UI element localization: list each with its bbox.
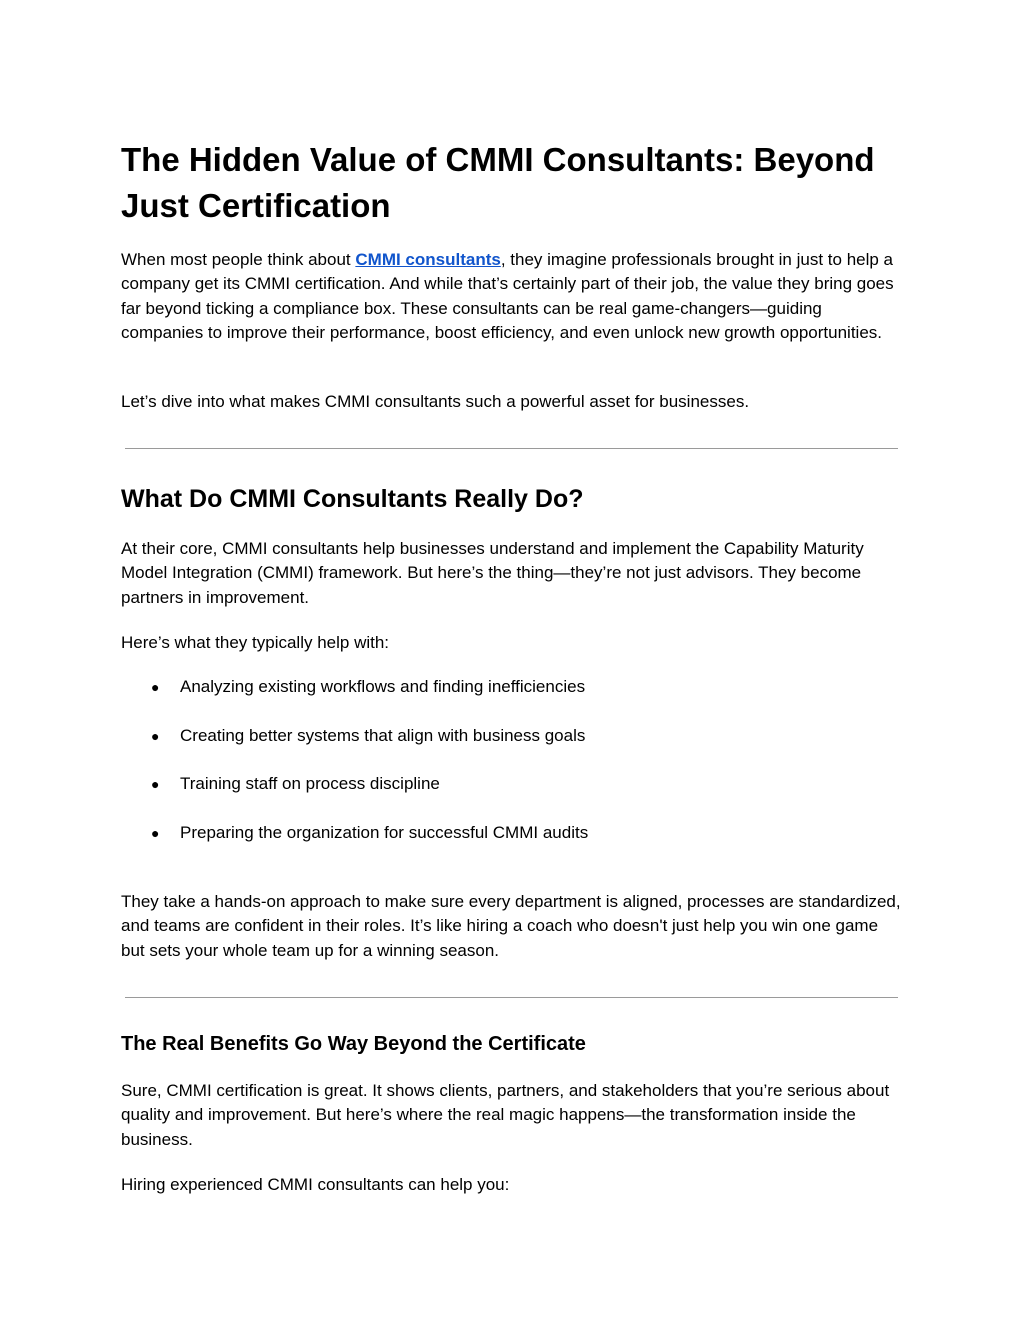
article-title: The Hidden Value of CMMI Consultants: Beyond Just Certification — [121, 141, 875, 224]
section-divider — [125, 997, 898, 998]
list-item-text: Training staff on process discipline — [180, 774, 440, 793]
list-item — [121, 675, 906, 724]
section1-paragraph-1: At their core, CMMI consultants help businesses understand and implement the Capability Maturity Model Integration (CMMI) framework. But here’s the thing—they’re not just advisors. They become partners in improvement. — [121, 539, 864, 607]
intro-paragraph — [121, 248, 906, 346]
bullet-icon: ● — [151, 824, 160, 841]
list-item-text: Preparing the organization for successful CMMI audits — [180, 822, 589, 842]
intro-paragraph-2: Let’s dive into what makes CMMI consultants such a powerful asset for businesses. — [121, 392, 750, 411]
list-item — [121, 772, 906, 821]
section-divider — [125, 448, 898, 449]
section1-paragraph-2: Here’s what they typically help with: — [121, 633, 390, 652]
cmmi-consultants-link[interactable]: CMMI consultants — [355, 250, 501, 269]
section1-paragraph-3: They take a hands-on approach to make sure every department is aligned, processes are standardized, and teams are confident in their roles. It’s like hiring a coach who doesn't just help you win one game but sets your whole team up for a winning season. — [121, 892, 901, 960]
section2-paragraph-1: Sure, CMMI certification is great. It shows clients, partners, and stakeholders that you’re serious about quality and improvement. But here’s where the real magic happens—the transformation inside the business. — [121, 1081, 890, 1149]
list-item — [121, 821, 906, 870]
list-item — [121, 724, 906, 773]
help-list — [121, 675, 906, 869]
section-heading-what-do: What Do CMMI Consultants Really Do? — [121, 485, 584, 513]
section-heading-real-benefits: The Real Benefits Go Way Beyond the Certificate — [121, 1033, 586, 1055]
intro-text-after-link: , they imagine professionals brought in just to help a company get its CMMI certification. And while that’s certainly part of their job, the value they bring goes far beyond ticking a compliance box. These consultants can be real game-changers—guiding companies to improve their performance, boost efficiency, and even unlock new growth opportunities. — [121, 250, 894, 343]
bullet-icon: ● — [151, 727, 160, 744]
section2-paragraph-2: Hiring experienced CMMI consultants can help you: — [121, 1175, 510, 1194]
list-item-text: Analyzing existing workflows and finding inefficiencies — [180, 677, 586, 696]
bullet-icon: ● — [151, 679, 160, 695]
list-item-text: Creating better systems that align with business goals — [180, 725, 586, 745]
bullet-icon: ● — [151, 776, 160, 792]
intro-text-before-link: When most people think about — [121, 250, 356, 269]
